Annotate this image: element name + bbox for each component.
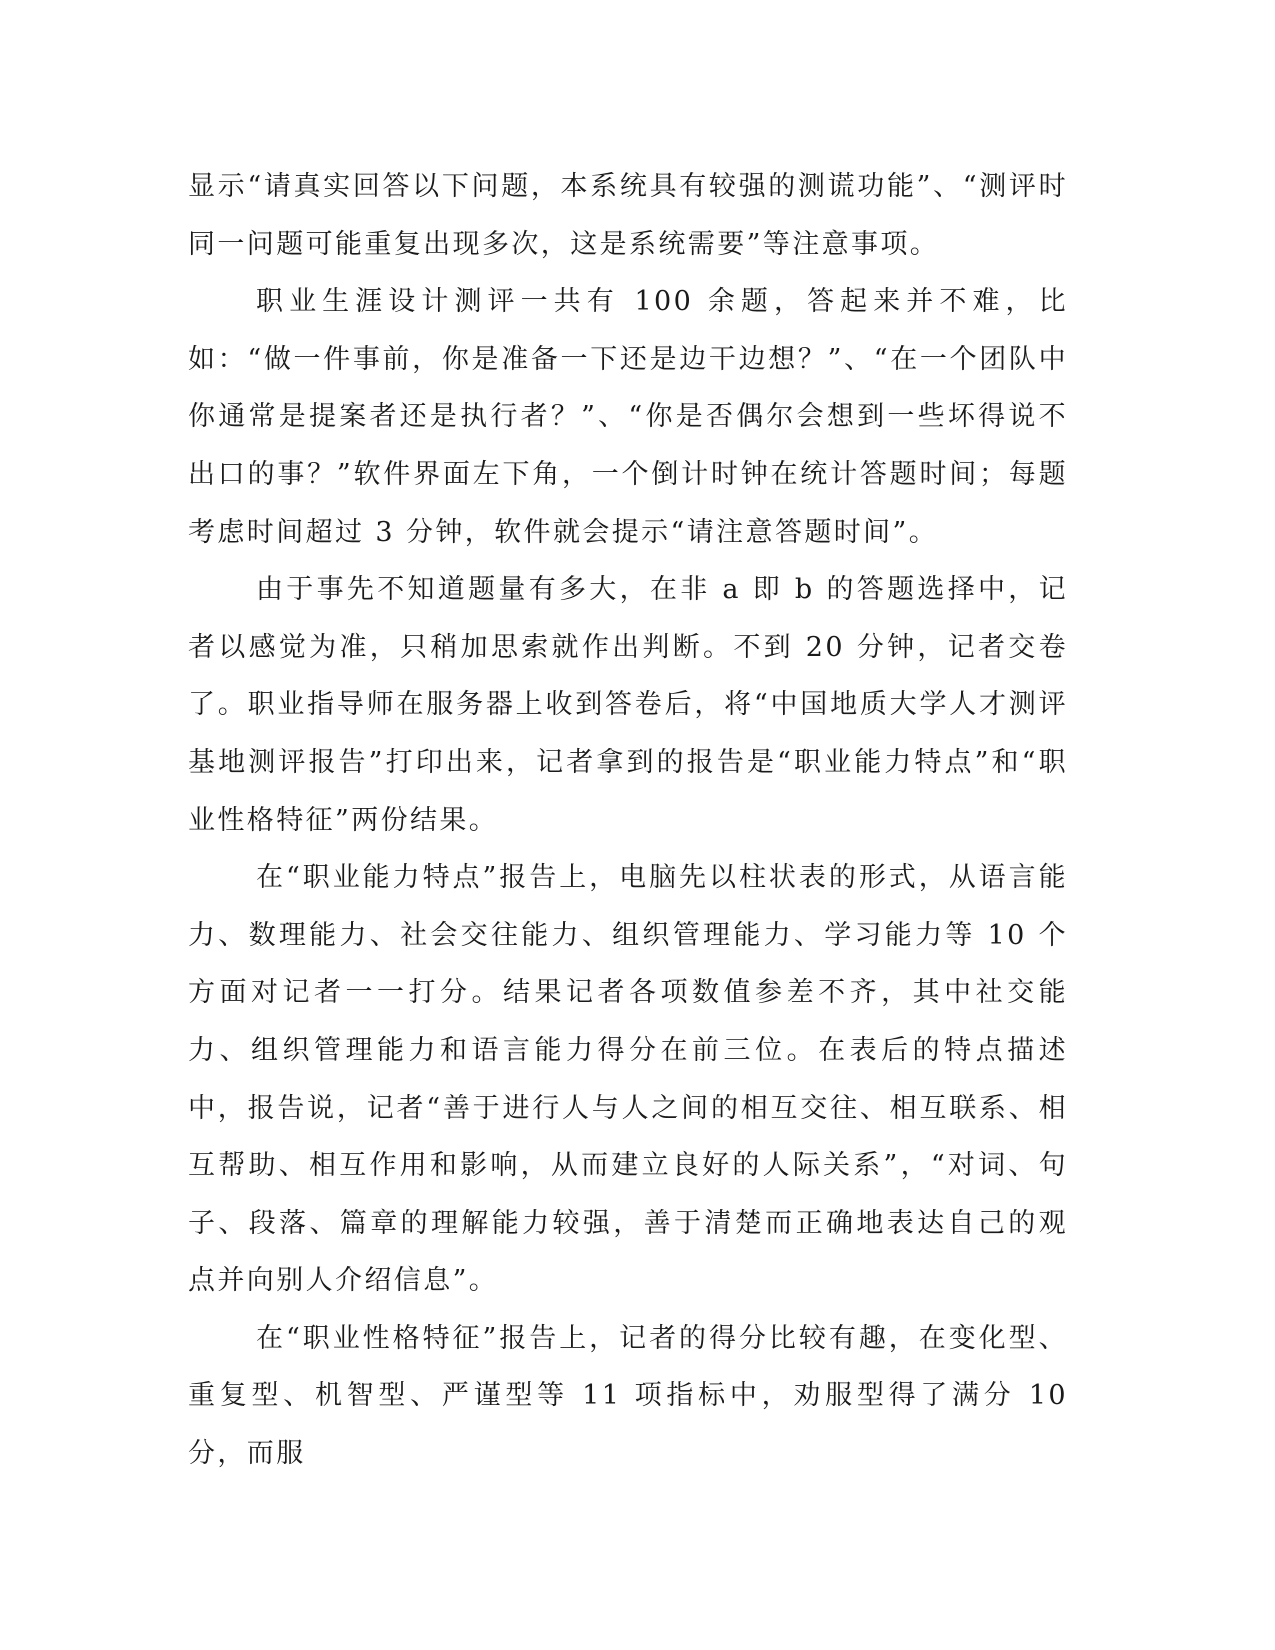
paragraph-5: 在“职业性格特征”报告上，记者的得分比较有趣，在变化型、重复型、机智型、严谨型等 11 项指标中，劝服型得了满分 10 分，而服 — [188, 1322, 1068, 1470]
paragraph-3: 由于事先不知道题量有多大，在非 a 即 b 的答题选择中，记者以感觉为准，只稍加思索就作出判断。不到 20 分钟，记者交卷了。职业指导师在服务器上收到答卷后，将“中国地质大学人才测评基地测评报告”打印出来，记者拿到的报告是“职业能力特点”和“职业性格特征”两份结果。 — [188, 574, 1068, 836]
paragraph-4: 在“职业能力特点”报告上，电脑先以柱状表的形式，从语言能力、数理能力、社会交往能力、组织管理能力、学习能力等 10 个方面对记者一一打分。结果记者各项数值参差不齐，其中社交能力、组织管理能力和语言能力得分在前三位。在表后的特点描述中，报告说，记者“善于进行人与人之间的相互交往、相互联系、相互帮助、相互作用和影响，从而建立良好的人际关系”，“对词、句子、段落、篇章的理解能力较强，善于清楚而正确地表达自己的观点并向别人介绍信息”。 — [188, 862, 1068, 1297]
paragraph-1: 显示“请真实回答以下问题，本系统具有较强的测谎功能”、“测评时同一问题可能重复出现多次，这是系统需要”等注意事项。 — [188, 171, 1068, 260]
paragraph-2: 职业生涯设计测评一共有 100 余题，答起来并不难，比如：“做一件事前，你是准备一下还是边干边想？”、“在一个团队中你通常是提案者还是执行者？”、“你是否偶尔会想到一些坏得说不出口的事？”软件界面左下角，一个倒计时钟在统计答题时间；每题考虑时间超过 3 分钟，软件就会提示“请注意答题时间”。 — [188, 286, 1068, 548]
document-body — [188, 158, 1068, 1483]
